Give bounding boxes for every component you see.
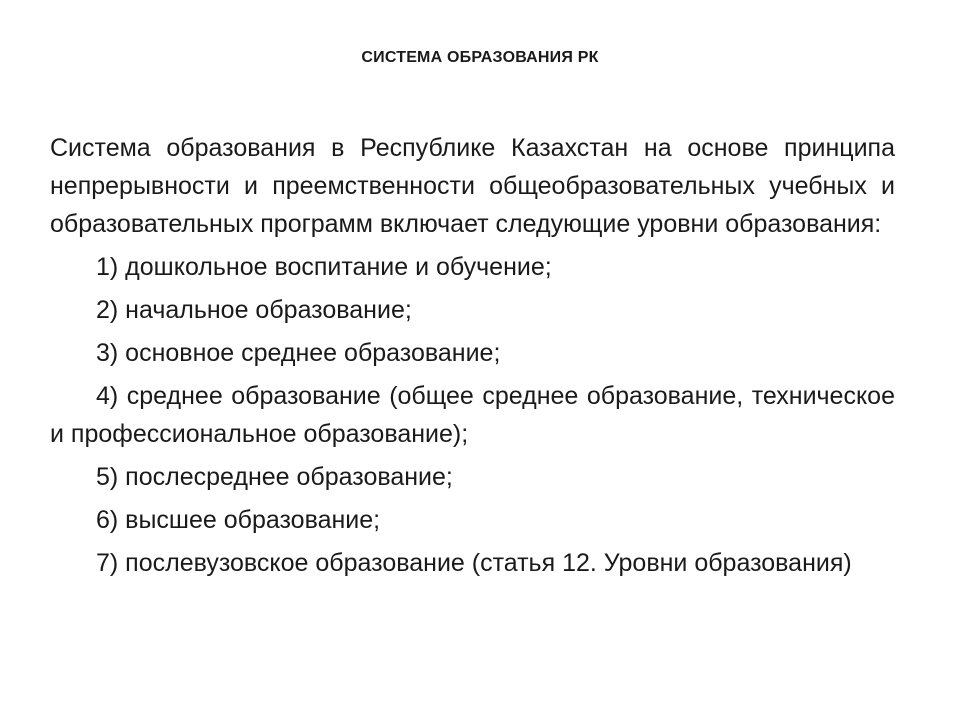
level-item-4: 4) среднее образование (общее среднее образование, техническое и профессиональное образование);	[50, 382, 895, 448]
level-item-5: 5) послесреднее образование;	[96, 463, 453, 491]
slide-title: СИСТЕМА ОБРАЗОВАНИЯ РК	[361, 49, 599, 66]
level-item-7: 7) послевузовское образование (статья 12. Уровни образования)	[96, 549, 852, 577]
level-item-1: 1) дошкольное воспитание и обучение;	[96, 253, 552, 281]
level-item-3: 3) основное среднее образование;	[96, 339, 501, 367]
level-item-6: 6) высшее образование;	[96, 506, 381, 534]
slide-body	[50, 129, 895, 582]
intro-paragraph: Система образования в Республике Казахстан на основе принципа непрерывности и преемственности общеобразовательных учебных и образовательных программ включает следующие уровни образования:	[50, 134, 895, 238]
level-item-2: 2) начальное образование;	[96, 296, 412, 324]
